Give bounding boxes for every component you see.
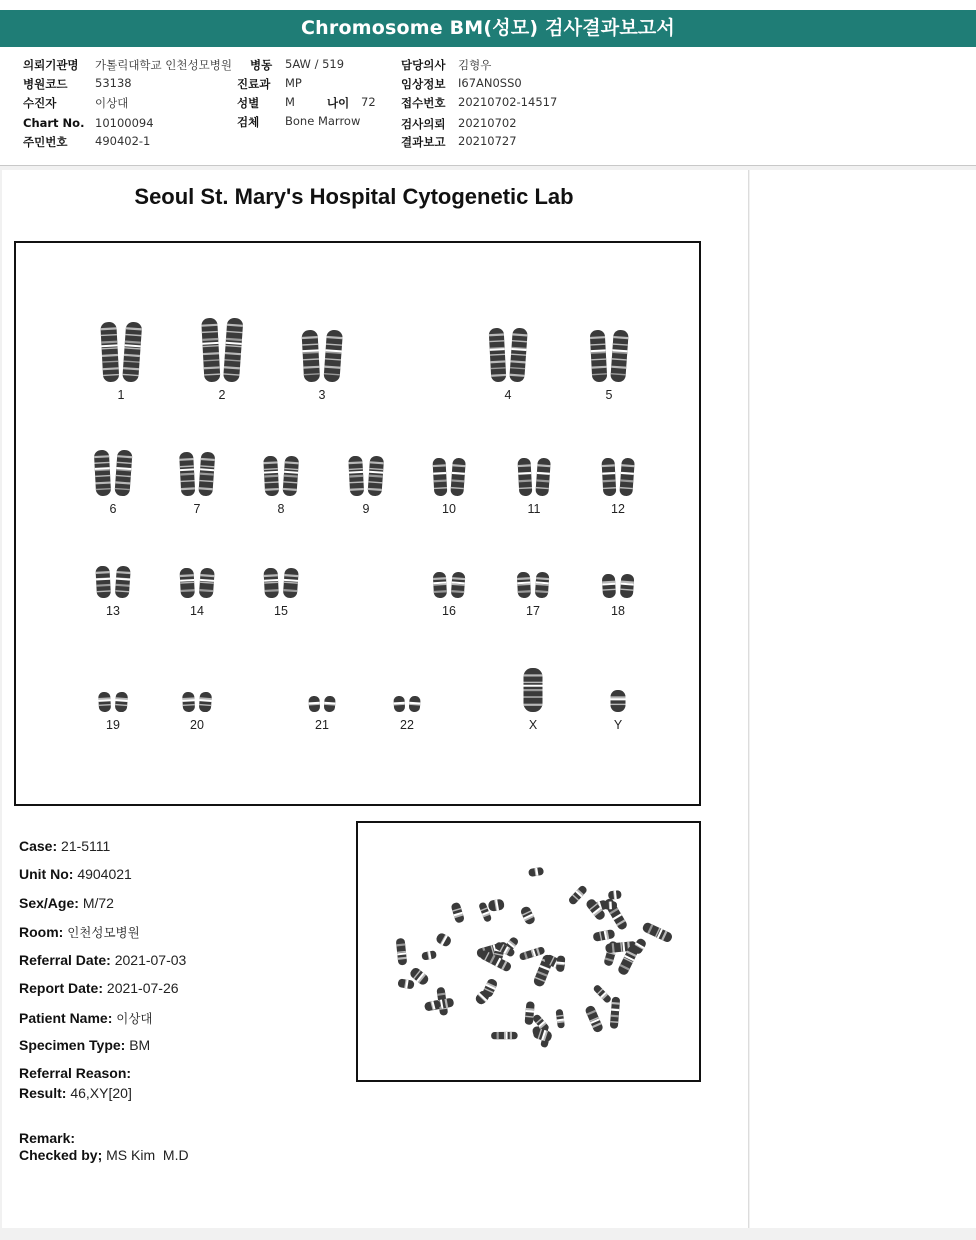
metaphase-chromosome <box>450 902 465 924</box>
chromosome-21-b <box>324 696 336 713</box>
chromosome-6-a <box>94 450 111 497</box>
chromosome-label-18: 18 <box>611 604 625 618</box>
case-value: 21-5111 <box>61 838 111 854</box>
result-value: 46,XY[20] <box>70 1085 132 1101</box>
chromosome-label-17: 17 <box>526 604 540 618</box>
clinical-info-label: 임상정보 <box>401 77 446 91</box>
referral-reason-label: Referral Reason: <box>19 1065 132 1081</box>
unit-no-label: Unit No: <box>19 866 74 882</box>
specimen-label: 검체 <box>237 115 260 129</box>
chromosome-17-b <box>535 572 550 599</box>
chromosome-10-b <box>450 458 466 497</box>
report-title-bar <box>0 10 976 47</box>
right-blank-pane <box>750 170 976 1228</box>
metaphase-chromosome <box>592 929 615 942</box>
metaphase-chromosome <box>568 884 589 905</box>
chromosome-label-7: 7 <box>193 502 201 516</box>
metaphase-chromosome <box>397 978 414 989</box>
chromosome-label-12: 12 <box>611 502 625 516</box>
hospital-code-label: 병원코드 <box>23 77 68 91</box>
chromosome-19-a <box>98 692 111 713</box>
referral-date-value: 2021-07-03 <box>114 952 187 968</box>
remark-label: Remark: <box>19 1130 76 1146</box>
chromosome-21-a <box>308 696 320 713</box>
chromosome-2-b <box>223 318 243 383</box>
receipt-no-label: 접수번호 <box>401 96 446 110</box>
chromosome-11-b <box>535 458 551 497</box>
chromosome-2-a <box>201 318 220 383</box>
metaphase-chromosome <box>421 950 437 960</box>
chromosome-label-x: X <box>528 718 538 732</box>
examinee-label: 수진자 <box>23 96 57 110</box>
clinical-info-value: I67AN0SS0 <box>458 76 522 90</box>
report-date-value: 2021-07-26 <box>106 980 179 996</box>
metaphase-chromosome <box>584 1005 604 1034</box>
department-value: MP <box>285 76 302 90</box>
chromosome-label-4: 4 <box>504 388 512 402</box>
chromosome-1-a <box>100 322 119 383</box>
chromosome-13-a <box>95 566 111 599</box>
sex-age-value: M/72 <box>82 895 114 911</box>
referral-reason-row <box>19 1065 131 1081</box>
institution-value: 가톨릭대학교 인천성모병원 <box>95 58 232 72</box>
chromosome-label-20: 20 <box>190 718 204 732</box>
chromosome-7-a <box>179 452 195 497</box>
ward-label: 병동 <box>250 58 273 72</box>
chromosome-5-a <box>590 330 608 383</box>
metaphase-chromosome <box>525 1001 535 1025</box>
metaphase-image <box>356 821 701 1082</box>
receipt-no-value: 20210702-14517 <box>458 95 558 109</box>
metaphase-chromosome <box>491 1032 517 1039</box>
chromosome-label-8: 8 <box>277 502 285 516</box>
checked-by-label: Checked by; <box>19 1147 103 1163</box>
resident-no-label: 주민번호 <box>23 135 68 149</box>
chromosome-9-b <box>367 456 384 497</box>
chromosome-label-6: 6 <box>109 502 117 516</box>
sex-age-label: Sex/Age: <box>19 895 79 911</box>
chromosome-label-22: 22 <box>400 718 414 732</box>
metaphase-chromosome <box>556 955 566 972</box>
room-row <box>19 923 140 941</box>
checked-by-value: MS Kim M.D <box>106 1147 189 1163</box>
case-label: Case: <box>19 838 58 854</box>
chromosome-label-15: 15 <box>274 604 288 618</box>
institution-label: 의뢰기관명 <box>23 58 79 72</box>
test-request-value: 20210702 <box>458 116 517 130</box>
chromosome-8-a <box>263 456 279 497</box>
metaphase-chromosome <box>608 890 622 900</box>
chromosome-20-a <box>182 692 195 713</box>
referral-date-label: Referral Date: <box>19 952 111 968</box>
chromosome-17-a <box>517 572 531 599</box>
specimen-type-label: Specimen Type: <box>19 1037 126 1053</box>
chromosome-18-a <box>602 574 616 599</box>
chromosome-15-a <box>263 568 279 599</box>
chromosome-22-b <box>409 696 421 713</box>
chromosome-20-b <box>199 692 212 713</box>
remark-row <box>19 1130 75 1146</box>
case-row <box>19 838 110 854</box>
metaphase-chromosomes <box>358 823 699 1080</box>
age-value: 72 <box>361 95 376 109</box>
examinee-value: 이상대 <box>95 96 129 110</box>
metaphase-chromosome <box>528 867 544 877</box>
chromosome-9-a <box>348 456 364 497</box>
metaphase-chromosome <box>488 898 505 911</box>
chart-no-value: 10100094 <box>95 116 154 130</box>
chromosome-14-b <box>199 568 215 599</box>
referral-date-row <box>19 952 186 968</box>
chromosome-6-b <box>114 450 132 497</box>
lab-title: Seoul St. Mary's Hospital Cytogenetic Lab <box>134 184 574 209</box>
specimen-type-value: BM <box>129 1037 151 1053</box>
result-row <box>19 1085 132 1101</box>
metaphase-chromosome <box>610 997 620 1029</box>
chromosome-4-a <box>489 328 507 383</box>
checked-by-row <box>19 1147 189 1163</box>
report-date-label: Report Date: <box>19 980 104 996</box>
patient-name-value: 이상대 <box>116 1012 153 1026</box>
patient-info-panel <box>0 47 976 166</box>
chromosome-x <box>524 668 543 712</box>
chromosome-label-3: 3 <box>318 388 326 402</box>
chromosome-15-b <box>283 568 299 599</box>
result-label: Result: <box>19 1085 67 1101</box>
chromosome-19-b <box>115 692 128 713</box>
sex-value: M <box>285 95 295 109</box>
patient-name-row <box>19 1009 152 1027</box>
ward-value: 5AW / 519 <box>285 57 345 71</box>
doctor-value: 김형우 <box>458 58 492 72</box>
metaphase-chromosome <box>592 984 612 1004</box>
result-report-label: 결과보고 <box>401 135 446 149</box>
chromosome-label-5: 5 <box>605 388 613 402</box>
chromosome-1-b <box>122 322 142 383</box>
chromosome-12-a <box>601 458 616 497</box>
metaphase-chromosome <box>435 932 453 948</box>
room-label: Room: <box>19 924 64 940</box>
chromosome-14-a <box>179 568 195 599</box>
metaphase-chromosome <box>424 999 442 1011</box>
chart-no-label: Chart No. <box>23 116 85 130</box>
chromosome-label-10: 10 <box>442 502 456 516</box>
chromosome-label-13: 13 <box>106 604 120 618</box>
metaphase-chromosome <box>556 1009 565 1029</box>
sex-age-row <box>19 895 114 911</box>
report-title: Chromosome BM(성모) 검사결과보고서 <box>301 17 675 39</box>
room-value: 인천성모병원 <box>67 926 140 940</box>
age-label: 나이 <box>327 96 350 110</box>
specimen-value: Bone Marrow <box>285 114 361 128</box>
metaphase-chromosome <box>396 938 408 966</box>
chromosome-18-b <box>620 574 635 599</box>
chromosome-22-a <box>393 696 405 713</box>
doctor-label: 담당의사 <box>401 58 446 72</box>
chromosome-5-b <box>610 330 629 383</box>
chromosome-y <box>611 690 626 712</box>
metaphase-chromosome <box>519 905 536 926</box>
chromosome-13-b <box>115 566 131 599</box>
unit-no-value: 4904021 <box>77 866 132 882</box>
specimen-type-row <box>19 1037 150 1053</box>
chromosome-3-a <box>301 330 320 383</box>
chromosome-label-11: 11 <box>527 502 541 516</box>
hospital-code-value: 53138 <box>95 76 132 90</box>
report-date-row <box>19 980 179 996</box>
metaphase-chromosome <box>641 921 673 943</box>
unit-no-row <box>19 866 132 882</box>
chromosome-label-9: 9 <box>362 502 370 516</box>
chromosome-7-b <box>198 452 215 497</box>
sex-label: 성별 <box>237 96 260 110</box>
metaphase-chromosome <box>603 901 617 909</box>
chromosome-label-2: 2 <box>218 388 226 402</box>
department-label: 진료과 <box>237 77 271 91</box>
chromosome-4-b <box>509 328 528 383</box>
chromosome-16-b <box>451 572 466 599</box>
result-report-value: 20210727 <box>458 134 517 148</box>
chromosome-12-b <box>619 458 635 497</box>
chromosome-10-a <box>432 458 447 497</box>
chromosome-label-1: 1 <box>117 388 125 402</box>
chromosome-label-14: 14 <box>190 604 204 618</box>
patient-name-label: Patient Name: <box>19 1010 113 1026</box>
chromosome-label-16: 16 <box>442 604 456 618</box>
chromosome-label-21: 21 <box>315 718 329 732</box>
resident-no-value: 490402-1 <box>95 134 151 148</box>
chromosome-8-b <box>282 456 299 497</box>
chromosome-label-y: Y <box>613 718 623 732</box>
metaphase-chromosome <box>519 946 546 961</box>
chromosome-label-19: 19 <box>106 718 120 732</box>
test-request-label: 검사의뢰 <box>401 117 446 131</box>
chromosome-3-b <box>323 330 343 383</box>
chromosome-16-a <box>433 572 447 599</box>
chromosome-11-a <box>517 458 532 497</box>
